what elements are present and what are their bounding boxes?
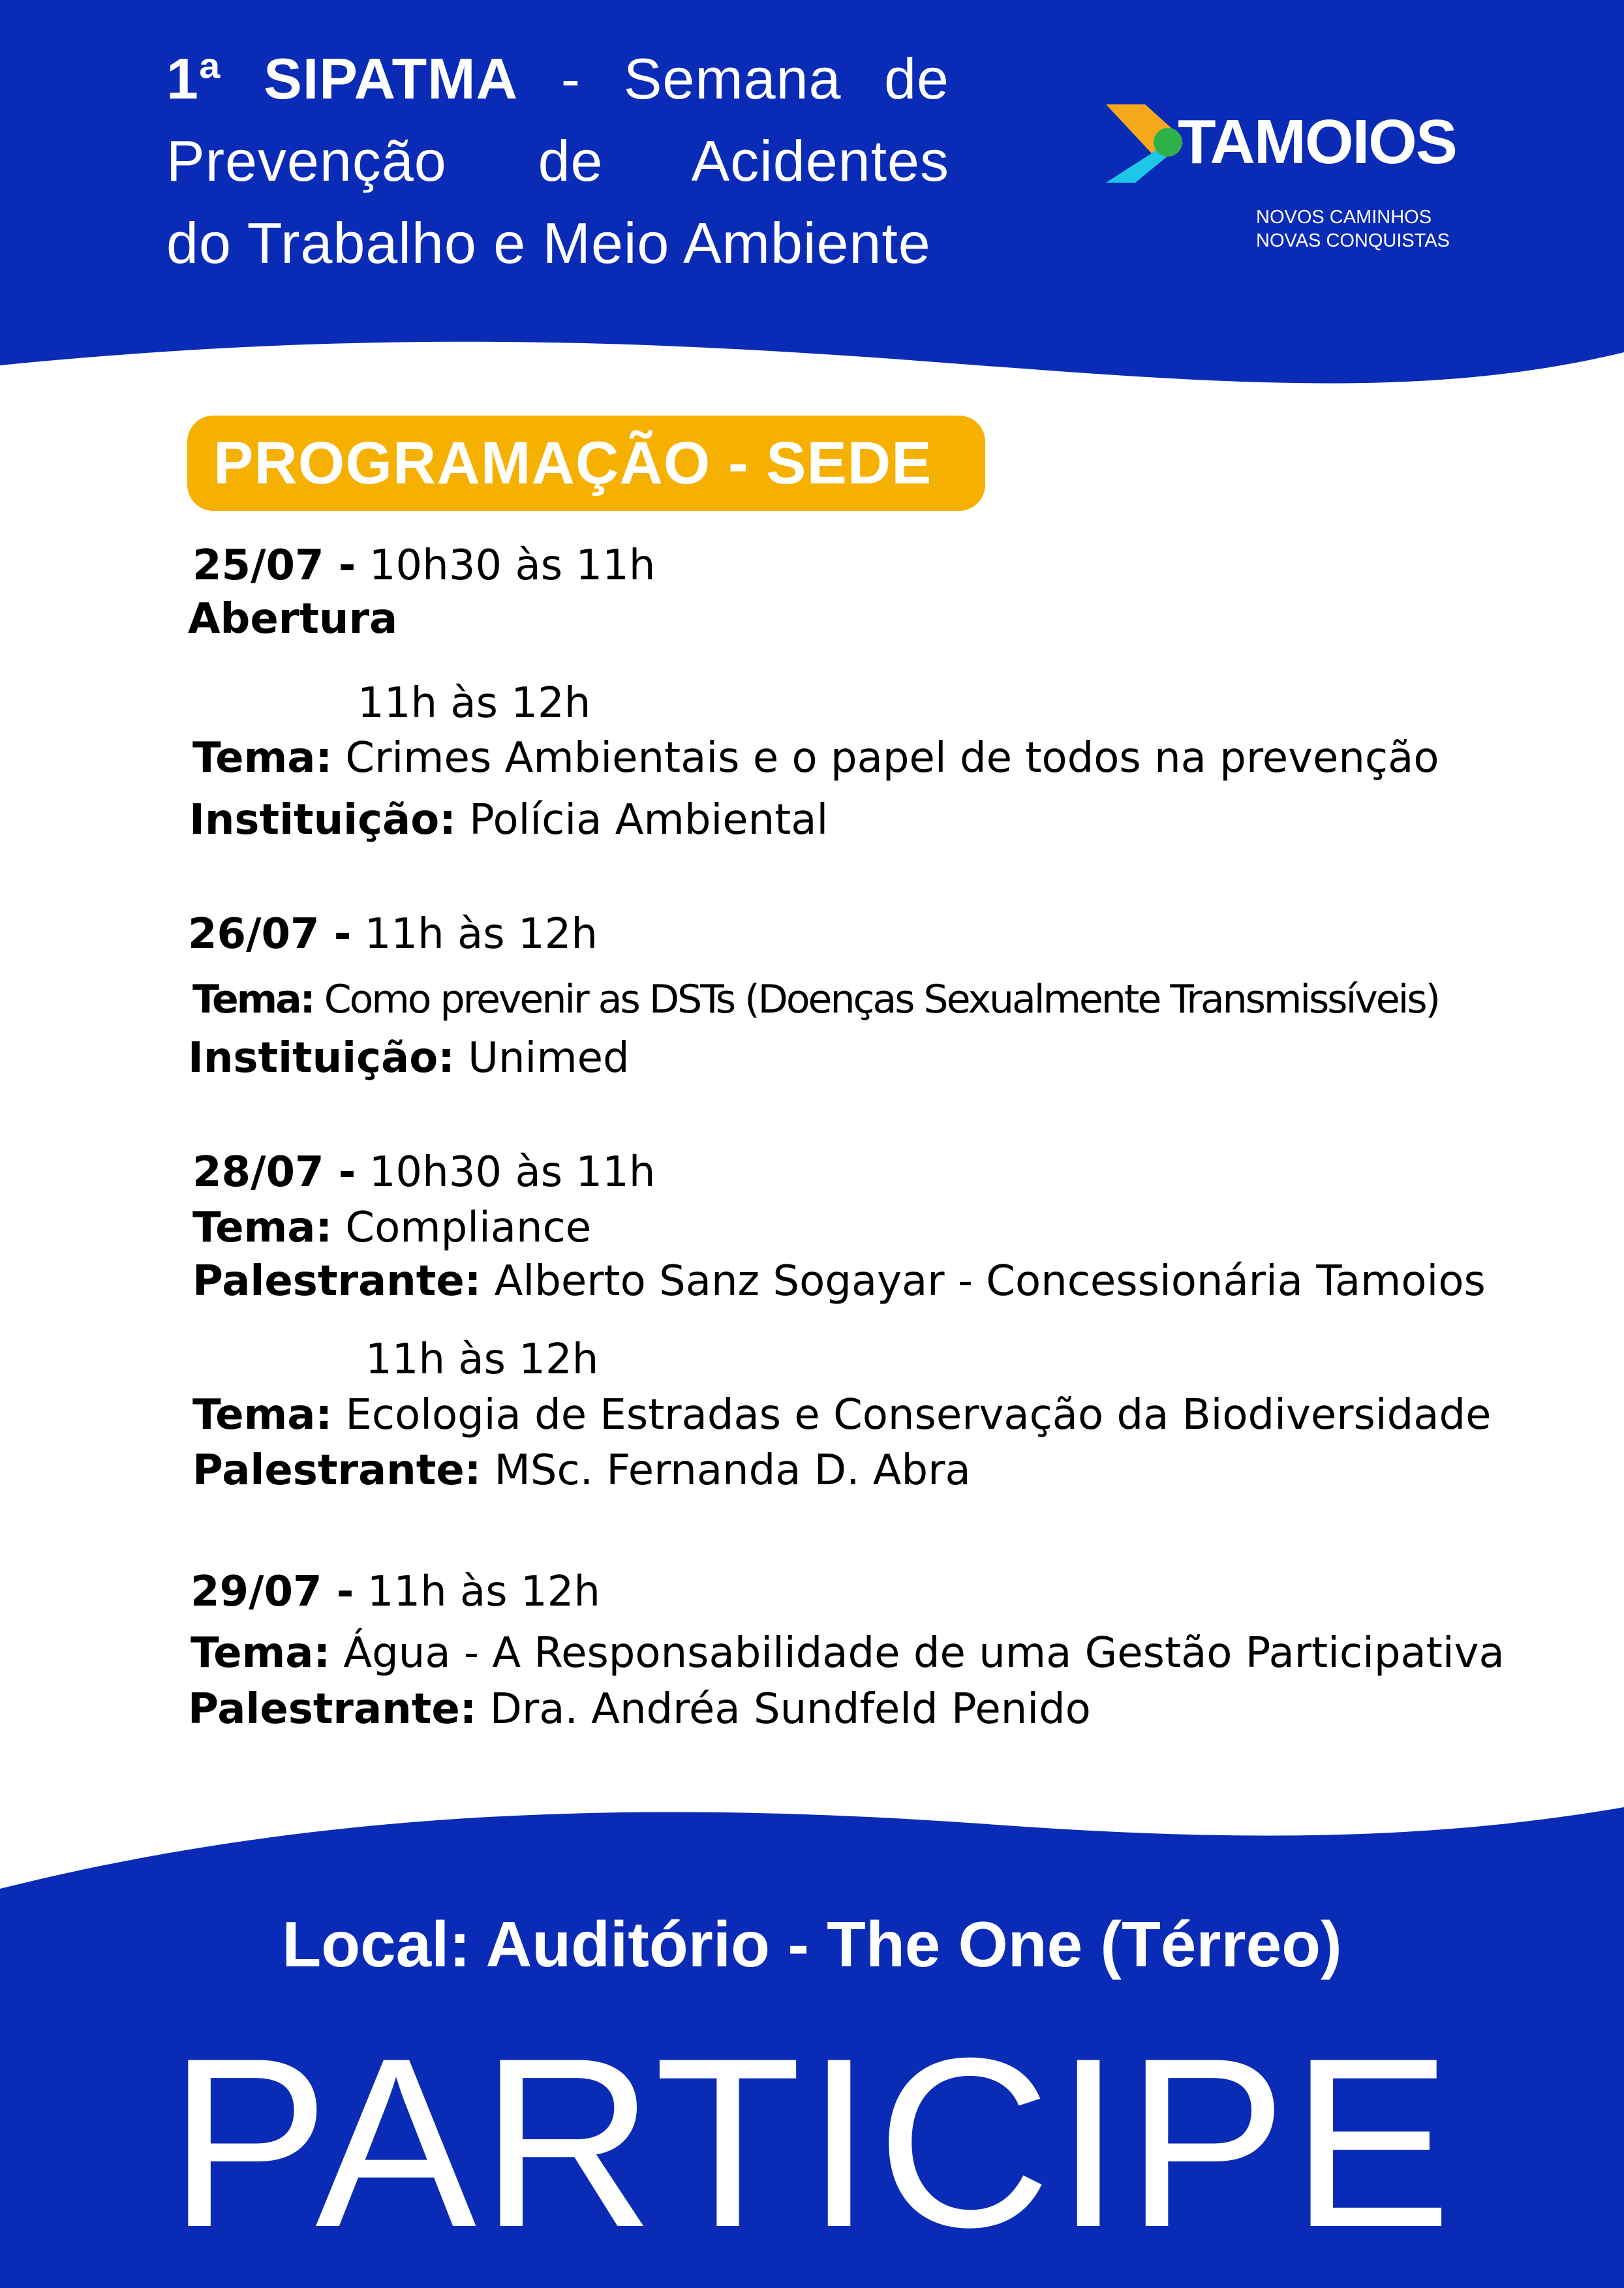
tagline-line-1: NOVOS CAMINHOS bbox=[1256, 207, 1432, 228]
day3-theme bbox=[192, 1200, 591, 1255]
title-line-1 bbox=[166, 38, 949, 120]
theme-text: Compliance bbox=[332, 1204, 592, 1252]
day2-institution bbox=[188, 1031, 630, 1086]
theme-label: Tema: bbox=[192, 734, 333, 782]
logo-tagline bbox=[1256, 206, 1450, 252]
theme-text: Crimes Ambientais e o papel de todos na prevenção bbox=[332, 734, 1439, 782]
section-heading-badge: PROGRAMAÇÃO - SEDE bbox=[187, 416, 985, 511]
day4-time: 11h às 12h bbox=[354, 1568, 600, 1616]
day1-theme bbox=[192, 731, 1439, 786]
day3-theme-2 bbox=[192, 1388, 1491, 1442]
day1-time: 10h30 às 11h bbox=[356, 541, 656, 590]
day1-header bbox=[192, 538, 655, 593]
day3-speaker bbox=[192, 1254, 1486, 1309]
event-location: Local: Auditório - The One (Térreo) bbox=[282, 1908, 1342, 1980]
participate-call-to-action: PARTICIPE bbox=[168, 2008, 1456, 2278]
event-title bbox=[166, 38, 949, 284]
title-line-3: do Trabalho e Meio Ambiente bbox=[166, 211, 931, 275]
day4-date: 29/07 - bbox=[191, 1568, 354, 1616]
day2-time: 11h às 12h bbox=[351, 910, 598, 958]
opening-label: Abertura bbox=[188, 595, 398, 643]
day1-opening bbox=[188, 592, 397, 647]
day4-theme bbox=[191, 1626, 1505, 1681]
day3-date: 28/07 - bbox=[192, 1148, 356, 1197]
theme-label: Tema: bbox=[192, 977, 314, 1022]
title-line-2: Prevenção de Acidentes bbox=[166, 129, 949, 193]
day3-speaker-2 bbox=[192, 1443, 971, 1498]
day3-header bbox=[192, 1145, 655, 1200]
title-acronym: 1ª SIPATMA bbox=[166, 46, 519, 111]
speaker-label: Palestrante: bbox=[188, 1685, 477, 1733]
day2-date: 26/07 - bbox=[188, 910, 352, 958]
institution-text: Polícia Ambiental bbox=[455, 796, 829, 844]
day4-speaker bbox=[188, 1682, 1091, 1737]
speaker-text: Dra. Andréa Sundfeld Penido bbox=[476, 1685, 1091, 1733]
speaker-text: MSc. Fernanda D. Abra bbox=[481, 1446, 971, 1495]
theme-label: Tema: bbox=[192, 1204, 333, 1252]
theme-text: Como prevenir as DSTs (Doenças Sexualmente Transmissíveis) bbox=[313, 977, 1439, 1022]
logo-wordmark: TAMOIOS bbox=[1178, 107, 1456, 177]
speaker-label: Palestrante: bbox=[192, 1446, 482, 1495]
institution-label: Instituição: bbox=[189, 796, 456, 844]
theme-text: Água - A Responsabilidade de uma Gestão Participativa bbox=[330, 1629, 1505, 1677]
day3-time-2: 11h às 12h bbox=[365, 1335, 599, 1384]
speaker-label: Palestrante: bbox=[192, 1257, 482, 1305]
day1-time-2: 11h às 12h bbox=[358, 679, 591, 727]
day4-header bbox=[191, 1564, 600, 1619]
institution-text: Unimed bbox=[454, 1034, 630, 1082]
day3-time: 10h30 às 11h bbox=[356, 1148, 656, 1197]
institution-label: Instituição: bbox=[188, 1034, 455, 1082]
day2-theme bbox=[192, 972, 1439, 1027]
theme-text: Ecologia de Estradas e Conservação da Biodiversidade bbox=[332, 1391, 1492, 1439]
day2-header bbox=[188, 907, 598, 962]
theme-label: Tema: bbox=[192, 1391, 333, 1439]
theme-label: Tema: bbox=[191, 1629, 331, 1677]
day1-institution bbox=[189, 793, 828, 847]
title-line-1-rest: - Semana de bbox=[518, 46, 949, 111]
day1-date: 25/07 - bbox=[192, 541, 356, 590]
speaker-text: Alberto Sanz Sogayar - Concessionária Tamoios bbox=[481, 1257, 1486, 1305]
tagline-line-2: NOVAS CONQUISTAS bbox=[1256, 230, 1450, 251]
